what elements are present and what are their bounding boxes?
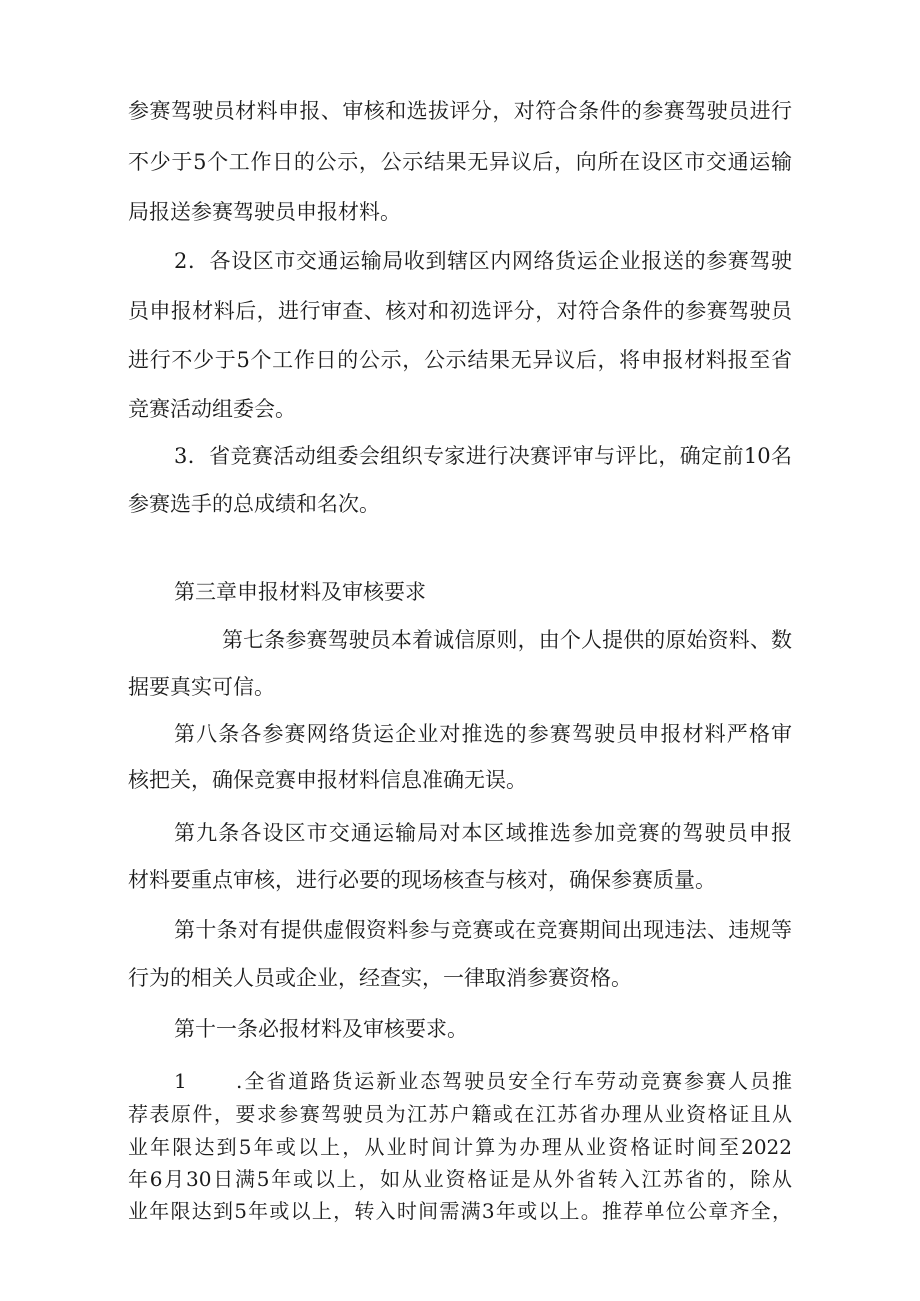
item-number: 1 [174,1069,187,1093]
text-line: 第八条各参赛网络货运企业对推选的参赛驾驶员申报材料严格审 [174,722,792,746]
text-line: 参赛驾驶员材料申报、审核和选拔评分，对符合条件的参赛驾驶员进行 [128,99,792,123]
text-line: 进行不少于5个工作日的公示，公示结果无异议后，将申报材料报至省 [128,348,792,372]
text-line: 不少于5个工作日的公示，公示结果无异议后，向所在设区市交通运输 [128,150,792,174]
text-line: 2．各设区市交通运输局收到辖区内网络货运企业报送的参赛驾驶 [174,249,792,273]
chapter-heading: 第三章申报材料及审核要求 [174,580,426,604]
text-line: 竞赛活动组委会。 [128,397,296,421]
text-line: 第七条参赛驾驶员本着诚信原则，由个人提供的原始资料、数 [222,628,792,652]
text-line: 3．省竞赛活动组委会组织专家进行决赛评审与评比，确定前10名 [174,444,792,468]
text-line: .全省道路货运新业态驾驶员安全行车劳动竞赛参赛人员推 [236,1069,792,1093]
text-line: 第九条各设区市交通运输局对本区域推选参加竞赛的驾驶员申报 [174,821,792,845]
text-line: 业年限达到5年或以上，从业时间计算为办理从业资格证时间至2022 [128,1135,792,1159]
text-line: 荐表原件，要求参赛驾驶员为江苏户籍或在江苏省办理从业资格证且从 [128,1102,792,1126]
text-line: 业年限达到5年或以上，转入时间需满3年或以上。推荐单位公章齐全， [128,1199,792,1223]
text-line: 第十一条必报材料及审核要求。 [174,1017,468,1041]
text-line: 据要真实可信。 [128,675,275,699]
text-line: 员申报材料后，进行审查、核对和初选评分，对符合条件的参赛驾驶员 [128,299,792,323]
text-line: 材料要重点审核，进行必要的现场核查与核对，确保参赛质量。 [128,868,716,892]
text-line: 核把关，确保竞赛申报材料信息准确无误。 [128,768,527,792]
text-line: 第十条对有提供虚假资料参与竞赛或在竞赛期间出现违法、违规等 [174,918,792,942]
text-line: 参赛选手的总成绩和名次。 [128,492,380,516]
text-line: 年6月30日满5年或以上，如从业资格证是从外省转入江苏省的，除从 [128,1167,792,1191]
text-line: 局报送参赛驾驶员申报材料。 [128,200,401,224]
text-line: 行为的相关人员或企业，经查实，一律取消参赛资格。 [128,966,632,990]
